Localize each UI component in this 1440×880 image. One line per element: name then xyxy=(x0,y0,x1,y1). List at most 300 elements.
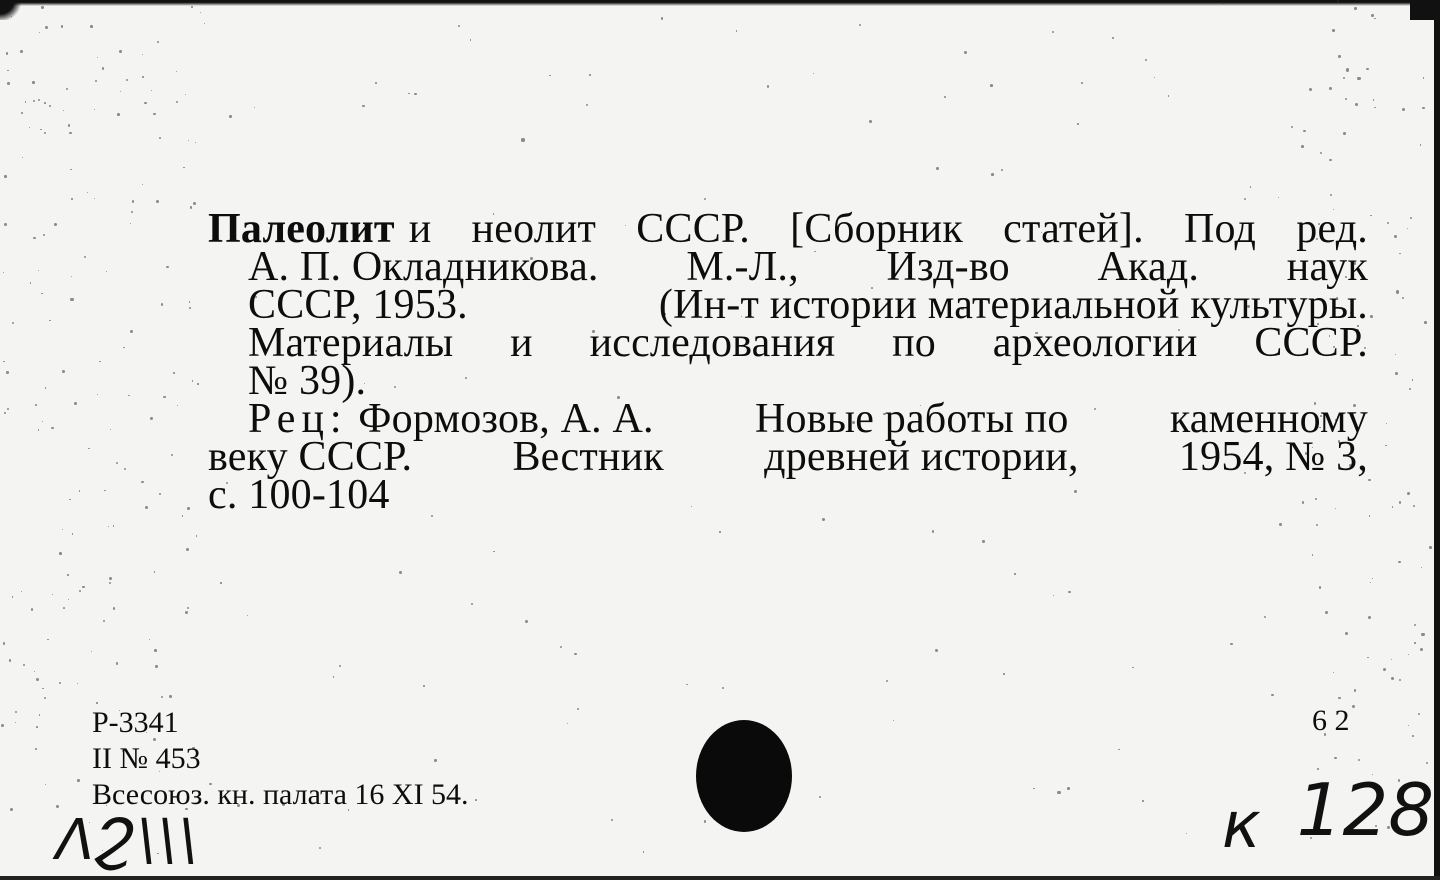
scan-speckle xyxy=(44,697,46,699)
scan-speckle xyxy=(116,462,118,464)
scan-speckle xyxy=(1386,423,1387,424)
review-line-1 xyxy=(208,396,1368,442)
scan-speckle xyxy=(431,515,433,517)
scan-speckle xyxy=(130,223,131,224)
scan-speckle xyxy=(108,526,109,527)
scan-speckle xyxy=(94,109,95,110)
scan-speckle xyxy=(936,167,939,170)
scan-speckle xyxy=(319,847,321,849)
scan-speckle xyxy=(186,548,189,551)
scan-speckle xyxy=(1408,725,1409,726)
scan-speckle xyxy=(1312,554,1314,556)
scan-speckle xyxy=(229,115,232,118)
scan-speckle xyxy=(71,276,72,277)
scan-speckle xyxy=(15,711,17,713)
footer-chamber: Всесоюз. кн. палата 16 XI 54. xyxy=(92,778,469,811)
scan-speckle xyxy=(7,70,8,71)
review-lead xyxy=(248,396,654,442)
scan-speckle xyxy=(59,682,61,684)
scan-speckle xyxy=(187,607,189,609)
review-pages: с. 100-104 xyxy=(208,472,390,518)
footer-code: Р-3341 xyxy=(92,706,179,739)
scan-speckle xyxy=(62,370,65,373)
scan-speckle xyxy=(131,211,133,213)
scan-speckle xyxy=(1413,505,1415,507)
scan-speckle xyxy=(31,608,34,611)
scan-speckle xyxy=(1001,169,1003,171)
handwritten-mark-left: ΛϨ\\\ xyxy=(56,808,200,873)
entry-word: (Ин-т истории материальной культуры. xyxy=(658,282,1368,328)
scan-speckle xyxy=(155,665,158,668)
scan-speckle xyxy=(132,200,135,203)
scan-speckle xyxy=(36,678,39,681)
entry-title-rest: и неолит СССР. [Сборник статей]. Под ред. xyxy=(408,206,1368,252)
scan-speckle xyxy=(23,664,25,666)
scan-speckle xyxy=(166,266,169,269)
scan-speckle xyxy=(1423,77,1425,79)
scan-speckle xyxy=(66,88,68,90)
scan-speckle xyxy=(1366,68,1369,71)
scan-speckle xyxy=(362,105,365,108)
scan-speckle xyxy=(982,540,984,542)
scan-speckle xyxy=(106,271,107,272)
scan-speckle xyxy=(193,202,196,205)
scan-speckle xyxy=(43,234,45,236)
scan-speckle xyxy=(123,347,124,348)
scan-speckle xyxy=(36,726,38,728)
scan-speckle xyxy=(22,157,23,158)
scan-speckle xyxy=(1408,654,1409,655)
scan-speckle xyxy=(1250,186,1251,187)
scan-speckle xyxy=(70,298,73,301)
scan-speckle xyxy=(1398,561,1400,563)
entry-word: Акад. xyxy=(1097,244,1200,290)
scan-speckle xyxy=(190,206,193,209)
scan-speckle xyxy=(176,101,178,103)
scan-speckle xyxy=(38,429,39,430)
scan-speckle xyxy=(1429,546,1432,549)
entry-word: археологии xyxy=(992,320,1198,366)
scan-speckle xyxy=(44,132,46,134)
scan-speckle xyxy=(1358,759,1361,762)
scan-speckle xyxy=(117,113,120,116)
scan-speckle xyxy=(12,596,13,597)
scan-speckle xyxy=(41,6,43,8)
scan-speckle xyxy=(74,402,77,405)
scan-speckle xyxy=(33,237,35,239)
scan-speckle xyxy=(1412,735,1414,737)
entry-line-2 xyxy=(208,244,1368,290)
scan-speckle xyxy=(886,680,889,683)
scan-speckle xyxy=(1420,144,1421,145)
scan-speckle xyxy=(577,708,579,710)
scan-speckle xyxy=(142,76,144,78)
scan-speckle xyxy=(1337,0,1339,2)
scan-speckle xyxy=(189,301,191,303)
scan-speckle xyxy=(39,32,40,33)
scan-speckle xyxy=(944,96,946,98)
scan-speckle xyxy=(1053,595,1054,596)
scan-speckle xyxy=(247,615,248,616)
scan-speckle xyxy=(471,603,473,605)
scan-speckle xyxy=(150,417,153,420)
scan-speckle xyxy=(1383,668,1386,671)
scan-speckle xyxy=(94,198,95,199)
handwritten-number: 128 xyxy=(1296,768,1435,852)
scan-speckle xyxy=(42,688,43,689)
scan-speckle xyxy=(204,23,205,24)
scan-speckle xyxy=(1052,31,1054,33)
scan-speckle xyxy=(159,137,161,139)
scan-speckle xyxy=(1426,762,1428,764)
scan-speckle xyxy=(97,57,98,58)
scan-speckle xyxy=(1399,501,1402,504)
scan-speckle xyxy=(79,590,82,593)
scan-speckle xyxy=(549,75,550,76)
scan-speckle xyxy=(151,90,152,91)
scan-speckle xyxy=(719,531,721,533)
scan-speckle xyxy=(42,421,43,422)
scan-speckle xyxy=(1402,297,1404,299)
scan-speckle xyxy=(163,396,165,398)
scan-speckle xyxy=(1414,624,1417,627)
scan-speckle xyxy=(1338,55,1340,57)
scan-speckle xyxy=(1410,217,1412,219)
scan-speckle xyxy=(935,649,938,652)
scan-speckle xyxy=(964,51,967,54)
scan-speckle xyxy=(399,571,402,574)
scan-speckle xyxy=(61,25,63,27)
scan-speckle xyxy=(1057,791,1060,794)
scan-speckle xyxy=(183,167,185,169)
review-word: Вестник xyxy=(512,434,664,480)
scan-speckle xyxy=(159,493,161,495)
scan-speckle xyxy=(68,124,70,126)
scan-speckle xyxy=(142,54,143,55)
scan-speckle xyxy=(1132,667,1133,668)
scan-speckle xyxy=(1154,77,1155,78)
scan-speckle xyxy=(34,671,35,672)
scan-speckle xyxy=(1168,95,1170,97)
scan-speckle xyxy=(99,361,100,362)
scan-speckle xyxy=(1369,515,1370,516)
scan-speckle xyxy=(1368,479,1371,482)
scan-speckle xyxy=(6,371,9,374)
entry-word: по xyxy=(892,320,936,366)
scan-speckle xyxy=(10,808,13,811)
scan-speckle xyxy=(1345,98,1347,100)
scan-speckle xyxy=(141,481,144,484)
scan-speckle xyxy=(1407,228,1408,229)
scan-speckle xyxy=(893,720,894,721)
scan-speckle xyxy=(1264,616,1266,618)
scan-speckle xyxy=(1420,648,1423,651)
scan-speckle xyxy=(1352,705,1355,708)
scan-speckle xyxy=(1387,222,1389,224)
scan-speckle xyxy=(49,320,51,322)
scan-speckle xyxy=(29,127,31,129)
scan-speckle xyxy=(990,84,993,87)
scan-speckle xyxy=(736,30,738,32)
punch-hole xyxy=(696,720,792,832)
scan-speckle xyxy=(1014,573,1016,575)
entry-line-4 xyxy=(208,320,1368,366)
scan-speckle xyxy=(69,499,71,501)
scan-speckle xyxy=(1112,37,1114,39)
entry-word: Изд-во xyxy=(886,244,1010,290)
scan-speckle xyxy=(822,518,825,521)
entry-line-1 xyxy=(208,206,1368,252)
scan-speckle xyxy=(187,507,190,510)
scan-speckle xyxy=(54,223,57,226)
scan-speckle xyxy=(1145,59,1147,61)
scan-speckle xyxy=(47,639,48,640)
review-line-2 xyxy=(208,434,1368,480)
scan-speckle xyxy=(109,582,111,584)
scan-speckle xyxy=(1244,198,1247,201)
scan-speckle xyxy=(191,6,193,8)
scan-speckle xyxy=(3,272,5,274)
scan-speckle xyxy=(1374,18,1376,20)
review-word: 1954, № 3, xyxy=(1178,434,1368,480)
scan-speckle xyxy=(1081,82,1083,84)
scan-speckle xyxy=(116,662,118,664)
scan-speckle xyxy=(120,91,121,92)
scan-speckle xyxy=(339,665,341,667)
scan-speckle xyxy=(1374,107,1376,109)
scan-speckle xyxy=(1396,290,1399,293)
scan-speckle xyxy=(21,591,22,592)
entry-word: № 39). xyxy=(248,358,367,404)
scan-speckle xyxy=(128,395,129,396)
scan-speckle xyxy=(20,50,23,53)
scan-speckle xyxy=(9,659,11,661)
scan-speckle xyxy=(177,405,179,407)
scan-speckle xyxy=(643,851,644,852)
scan-speckle xyxy=(1370,582,1371,583)
scan-speckle xyxy=(1334,757,1337,760)
scan-speckle xyxy=(869,120,872,123)
review-word: веку СССР. xyxy=(208,434,413,480)
scan-speckle xyxy=(70,169,72,171)
scan-speckle xyxy=(95,80,97,82)
scan-speckle xyxy=(77,683,79,685)
scan-speckle xyxy=(254,107,255,108)
scan-speckle xyxy=(145,506,148,509)
scan-speckle xyxy=(182,515,184,517)
entry-word: и xyxy=(510,320,533,366)
scan-speckle xyxy=(88,448,90,450)
handwritten-letter: к xyxy=(1222,789,1261,863)
scan-speckle xyxy=(68,599,69,600)
scan-speckle xyxy=(1422,107,1425,110)
scan-speckle xyxy=(1412,379,1413,380)
scan-speckle xyxy=(52,594,53,595)
scan-speckle xyxy=(1399,253,1401,255)
scan-speckle xyxy=(171,454,173,456)
scan-speckle xyxy=(819,796,821,798)
entry-line-5 xyxy=(208,358,1368,404)
entry-title-bold: Палеолит xyxy=(208,206,395,252)
scan-speckle xyxy=(40,129,41,130)
entry-word: СССР. xyxy=(1254,320,1368,366)
scan-speckle xyxy=(1421,567,1422,568)
classification-code: 6 2 xyxy=(1312,704,1350,737)
scan-speckle xyxy=(375,82,377,84)
scan-speckle xyxy=(90,25,93,28)
scan-speckle xyxy=(21,112,23,114)
scan-speckle xyxy=(1354,7,1357,10)
scan-edge-corner xyxy=(0,0,40,20)
scan-speckle xyxy=(12,322,14,324)
scan-speckle xyxy=(102,67,104,69)
scan-speckle xyxy=(1186,833,1188,835)
scan-speckle xyxy=(6,52,9,55)
scan-speckle xyxy=(1316,524,1318,526)
scan-speckle xyxy=(1333,672,1335,674)
scan-speckle xyxy=(220,582,221,583)
scan-speckle xyxy=(119,50,122,53)
scan-speckle xyxy=(51,427,53,429)
scan-speckle xyxy=(1368,616,1371,619)
scan-speckle xyxy=(185,611,188,614)
scan-speckle xyxy=(1391,677,1394,680)
scan-speckle xyxy=(156,200,159,203)
footer-number: II № 453 xyxy=(92,742,201,775)
review-line-3 xyxy=(208,472,1368,518)
scan-speckle xyxy=(1346,68,1349,71)
scan-speckle xyxy=(39,714,40,715)
scan-speckle xyxy=(35,404,37,406)
scan-speckle xyxy=(1330,194,1332,196)
scan-speckle xyxy=(126,79,128,81)
scan-speckle xyxy=(71,198,73,200)
scan-speckle xyxy=(525,620,528,623)
scan-speckle xyxy=(189,307,191,309)
scan-speckle xyxy=(79,490,81,492)
scan-speckle xyxy=(45,26,48,29)
scan-speckle xyxy=(32,81,34,83)
scan-speckle xyxy=(157,41,159,43)
scan-speckle xyxy=(3,642,6,645)
scan-speckle xyxy=(1372,578,1374,580)
scan-speckle xyxy=(1395,354,1396,355)
scan-speckle xyxy=(1338,697,1341,700)
scan-speckle xyxy=(173,372,175,374)
scan-speckle xyxy=(1,724,4,727)
scan-speckle xyxy=(1278,197,1279,198)
scan-speckle xyxy=(1142,800,1144,802)
scan-speckle xyxy=(142,184,143,185)
scan-speckle xyxy=(69,132,71,134)
scan-speckle xyxy=(521,138,524,141)
scan-speckle xyxy=(458,25,460,27)
scan-speckle xyxy=(113,525,114,526)
scan-speckle xyxy=(333,676,335,678)
scan-speckle xyxy=(82,586,84,588)
scan-speckle xyxy=(1391,659,1392,660)
review-prefix: Рец: xyxy=(248,396,348,442)
scan-speckle xyxy=(1354,689,1357,692)
scan-speckle xyxy=(161,303,163,305)
scan-edge-right xyxy=(1434,0,1440,880)
scan-speckle xyxy=(63,110,64,111)
scan-speckle xyxy=(63,607,65,609)
scan-speckle xyxy=(1399,679,1401,681)
scan-speckle xyxy=(493,551,495,553)
scan-speckle xyxy=(200,12,201,13)
review-author: Формозов, А. А. xyxy=(358,396,654,442)
scan-speckle xyxy=(1343,132,1346,135)
scan-speckle xyxy=(1325,611,1328,614)
scan-speckle xyxy=(4,175,6,177)
scan-speckle xyxy=(72,533,74,535)
handwritten-mark-right xyxy=(1222,768,1435,864)
scan-speckle xyxy=(188,140,189,141)
scan-speckle xyxy=(1343,77,1345,79)
scan-speckle xyxy=(1303,130,1305,132)
scan-speckle xyxy=(196,535,198,537)
scan-speckle xyxy=(1357,77,1360,80)
scan-speckle xyxy=(813,73,814,74)
scan-speckle xyxy=(686,684,688,686)
scan-speckle xyxy=(30,282,32,284)
scan-speckle xyxy=(169,695,172,698)
scan-speckle xyxy=(1355,103,1358,106)
scan-speckle xyxy=(1370,215,1371,216)
scan-speckle xyxy=(1320,152,1322,154)
scan-speckle xyxy=(192,380,193,381)
entry-word: Материалы xyxy=(248,320,454,366)
scan-speckle xyxy=(1067,787,1070,790)
scan-speckle xyxy=(1329,87,1332,90)
scan-speckle xyxy=(96,702,97,703)
scan-speckle xyxy=(932,530,935,533)
scan-speckle xyxy=(185,94,186,95)
scan-speckle xyxy=(45,784,46,785)
scan-speckle xyxy=(62,529,63,530)
scan-speckle xyxy=(589,74,590,75)
scan-speckle xyxy=(1068,591,1070,593)
scan-speckle xyxy=(109,577,112,580)
scan-speckle xyxy=(195,142,196,143)
scan-speckle xyxy=(859,24,861,26)
scan-speckle xyxy=(103,620,105,622)
scan-speckle xyxy=(704,198,706,200)
scan-speckle xyxy=(1407,492,1410,495)
scan-speckle xyxy=(149,639,150,640)
scan-speckle xyxy=(1414,642,1416,644)
scan-speckle xyxy=(25,101,26,102)
scan-speckle xyxy=(1371,14,1374,17)
scan-speckle xyxy=(104,490,105,491)
scan-speckle xyxy=(1424,321,1427,324)
scan-speckle xyxy=(113,607,116,610)
scan-speckle xyxy=(661,17,664,20)
scan-speckle xyxy=(1301,145,1304,148)
card-footer xyxy=(92,706,469,814)
scan-speckle xyxy=(84,256,86,258)
scan-speckle xyxy=(3,361,5,363)
scan-speckle xyxy=(767,85,770,88)
scan-speckle xyxy=(722,687,724,689)
scan-speckle xyxy=(1077,123,1079,125)
scan-speckle xyxy=(67,574,68,575)
entry-word: наук xyxy=(1286,244,1368,290)
scan-speckle xyxy=(38,270,39,271)
scan-speckle xyxy=(77,779,80,782)
scan-speckle xyxy=(33,100,35,102)
